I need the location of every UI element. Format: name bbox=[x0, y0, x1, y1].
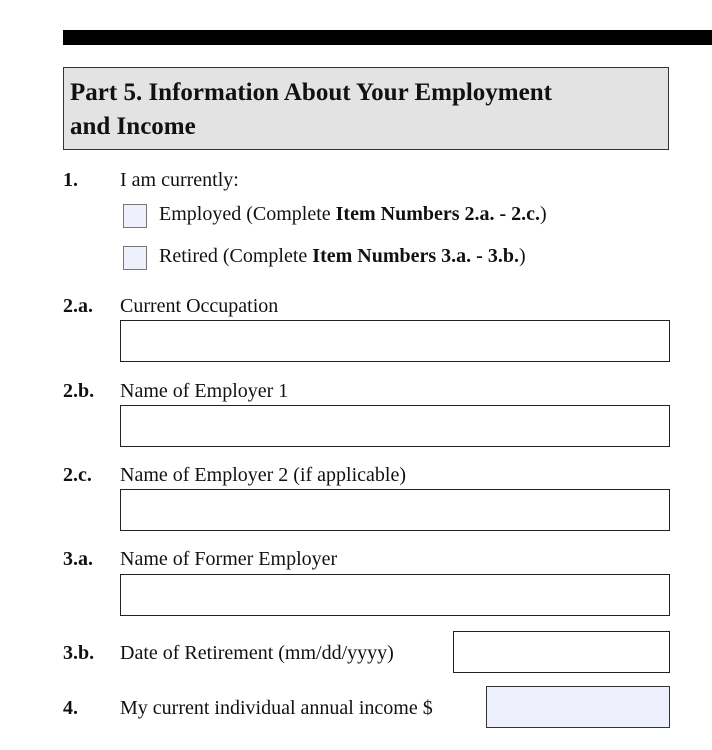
employer-1-field[interactable] bbox=[120, 405, 670, 447]
retired-checkbox[interactable] bbox=[123, 246, 147, 270]
retired-option-label: Retired (Complete Item Numbers 3.a. - 3.b.) bbox=[159, 245, 526, 267]
item-label-4: My current individual annual income $ bbox=[120, 697, 433, 719]
item-number-2b: 2.b. bbox=[63, 380, 95, 402]
item-label-3a: Name of Former Employer bbox=[120, 548, 338, 570]
item-number-3a: 3.a. bbox=[63, 548, 93, 570]
employer-2-field[interactable] bbox=[120, 489, 670, 531]
employed-option-label: Employed (Complete Item Numbers 2.a. - 2.c.) bbox=[159, 203, 547, 225]
item-label-2c: Name of Employer 2 (if applicable) bbox=[120, 464, 406, 486]
item-number-4: 4. bbox=[63, 697, 78, 719]
item-label-2b: Name of Employer 1 bbox=[120, 380, 289, 402]
item-number-2c: 2.c. bbox=[63, 464, 92, 486]
current-occupation-field[interactable] bbox=[120, 320, 670, 362]
part-title-line2: and Income bbox=[70, 113, 196, 140]
item-label-3b: Date of Retirement (mm/dd/yyyy) bbox=[120, 642, 394, 664]
retirement-date-field[interactable] bbox=[453, 631, 670, 673]
employed-checkbox[interactable] bbox=[123, 204, 147, 228]
former-employer-field[interactable] bbox=[120, 574, 670, 616]
item-number-1: 1. bbox=[63, 169, 78, 191]
part-header bbox=[63, 67, 669, 150]
top-rule bbox=[63, 30, 712, 45]
item-number-2a: 2.a. bbox=[63, 295, 93, 317]
part-title-line1: Part 5. Information About Your Employment bbox=[70, 79, 552, 106]
item-label-2a: Current Occupation bbox=[120, 295, 279, 317]
annual-income-field[interactable] bbox=[486, 686, 670, 728]
item-number-3b: 3.b. bbox=[63, 642, 95, 664]
item-label-1: I am currently: bbox=[120, 169, 239, 191]
